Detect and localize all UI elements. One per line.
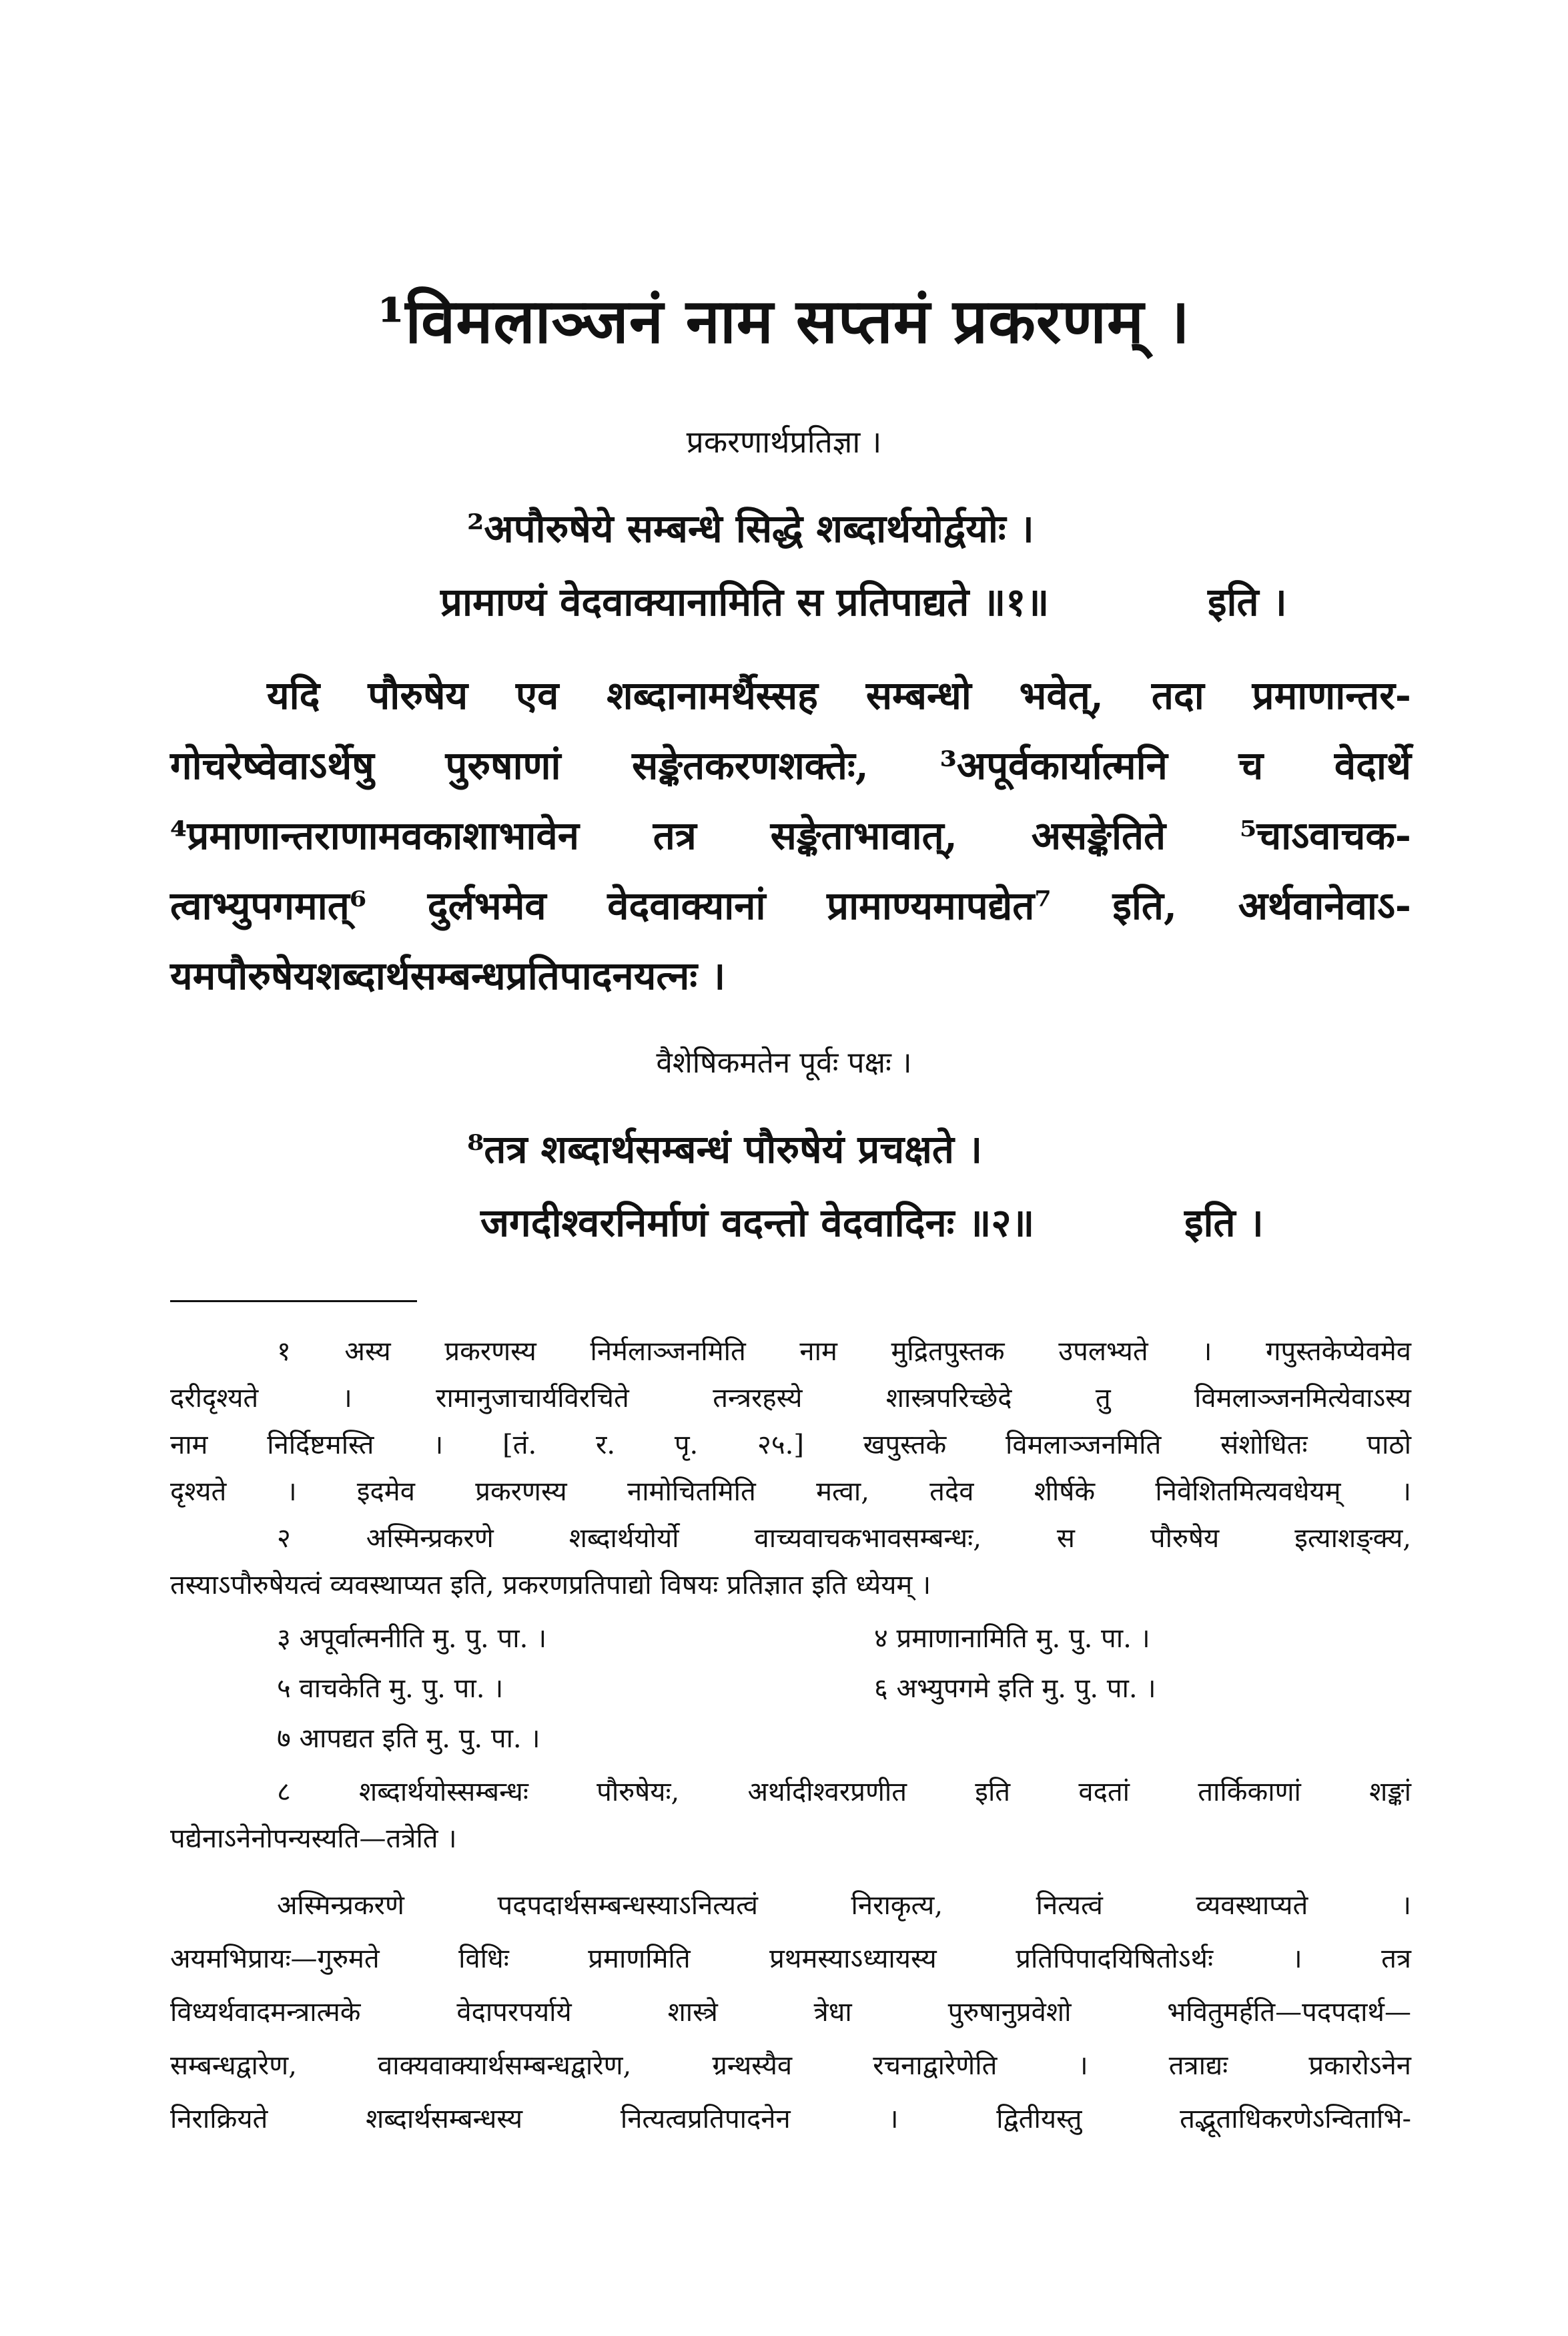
commentary-line1: अस्मिन्प्रकरणे पदपदार्थसम्बन्धस्याऽनित्यत्वं निराकृत्य, नित्यत्वं व्यवस्थाप्यते । — [277, 1890, 1411, 1921]
footnote-separator — [170, 1300, 417, 1302]
footnote-6: ६ अभ्युपगमे इति मु. पु. पा. । — [874, 1673, 1156, 1704]
footnote-1-line2: दरीदृश्यते । रामानुजाचार्यविरचिते तन्त्ररहस्ये शास्त्रपरिच्छेदे तु विमलाञ्जनमित्येवाऽस्य — [170, 1383, 1411, 1414]
verse2-line2: जगदीश्वरनिर्माणं वदन्तो वेदवादिनः ॥२॥ — [480, 1200, 1035, 1245]
footnote-7: ७ आपद्यत इति मु. पु. पा. । — [277, 1723, 540, 1754]
footnote-1-line3: नाम निर्दिष्टमस्ति । [तं. र. पृ. २५.] खपुस्तके विमलाञ्जनमिति संशोधितः पाठो — [170, 1430, 1411, 1460]
footnote-5: ५ वाचकेति मु. पु. पा. । — [277, 1673, 504, 1704]
commentary-line2: अयमभिप्रायः—गुरुमते विधिः प्रमाणमिति प्रथमस्याऽध्यायस्य प्रतिपिपादयिषितोऽर्थः । तत्र — [170, 1944, 1411, 1974]
verse1-iti: इति । — [1208, 579, 1287, 625]
commentary-line5: निराक्रियते शब्दार्थसम्बन्धस्य नित्यत्वप्रतिपादनेन । द्वितीयस्तु तद्भूताधिकरणेऽन्विताभि- — [170, 2104, 1411, 2134]
footnote-1-line4: दृश्यते । इदमेव प्रकरणस्य नामोचितमिति मत्वा, तदेव शीर्षके निवेशितमित्यवधेयम् । — [170, 1476, 1411, 1507]
verse1-line2: प्रामाण्यं वेदवाक्यानामिति स प्रतिपाद्यते ॥१॥ — [440, 579, 1050, 625]
footnote-1-line1: १ अस्य प्रकरणस्य निर्मलाञ्जनमिति नाम मुद्रितपुस्तक उपलभ्यते । गपुस्तकेप्येवमेव — [277, 1336, 1411, 1367]
paragraph1-line2: गोचरेष्वेवाऽर्थेषु पुरुषाणां सङ्केतकरणशक्तेः, ³अपूर्वकार्यात्मनि च वेदार्थे — [170, 743, 1411, 788]
paragraph1-line3: ⁴प्रमाणान्तराणामवकाशाभावेन तत्र सङ्केताभावात्, असङ्केतिते ⁵चाऽवाचक- — [170, 813, 1411, 858]
verse1-line1: ²अपौरुषेये सम्बन्धे सिद्धे शब्दार्थयोर्द्वयोः । — [467, 506, 1034, 551]
verse2-iti: इति । — [1184, 1200, 1264, 1245]
verse2-line1: ⁸तत्र शब्दार्थसम्बन्धं पौरुषेयं प्रचक्षते । — [467, 1127, 983, 1172]
chapter-heading: ¹विमलाञ्जनं नाम सप्तमं प्रकरणम् । — [378, 285, 1190, 357]
footnote-2-line2: तस्याऽपौरुषेयत्वं व्यवस्थाप्यत इति, प्रकरणप्रतिपाद्यो विषयः प्रतिज्ञात इति ध्येयम् । — [170, 1570, 931, 1600]
section-title-purvapaksha: वैशेषिकमतेन पूर्वः पक्षः । — [656, 1046, 912, 1080]
footnote-8-line1: ८ शब्दार्थयोस्सम्बन्धः पौरुषेयः, अर्थादीश्वरप्रणीत इति वदतां तार्किकाणां शङ्कां — [277, 1777, 1411, 1807]
commentary-line3: विध्यर्थवादमन्त्रात्मके वेदापरपर्याये शास्त्रे त्रेधा पुरुषानुप्रवेशो भवितुमर्हति—पदपदार्थ— — [170, 1997, 1411, 2028]
footnote-3: ३ अपूर्वात्मनीति मु. पु. पा. । — [277, 1623, 547, 1654]
paragraph1-line4: त्वाभ्युपगमात्⁶ दुर्लभमेव वेदवाक्यानां प्रामाण्यमापद्येत⁷ इति, अर्थवानेवाऽ- — [170, 883, 1411, 928]
footnote-2-line1: २ अस्मिन्प्रकरणे शब्दार्थयोर्यो वाच्यवाचकभावसम्बन्धः, स पौरुषेय इत्याशङ्क्य, — [277, 1523, 1411, 1554]
paragraph1-line1: यदि पौरुषेय एव शब्दानामर्थैस्सह सम्बन्धो भवेत्, तदा प्रमाणान्तर- — [267, 673, 1411, 718]
paragraph1-line5: यमपौरुषेयशब्दार्थसम्बन्धप्रतिपादनयत्नः । — [170, 953, 726, 998]
footnote-4: ४ प्रमाणानामिति मु. पु. पा. । — [874, 1623, 1150, 1654]
commentary-line4: सम्बन्धद्वारेण, वाक्यवाक्यार्थसम्बन्धद्वारेण, ग्रन्थस्यैव रचनाद्वारेणेति । तत्राद्यः प्रकारोऽनेन — [170, 2050, 1411, 2081]
section-title-pratijna: प्रकरणार्थप्रतिज्ञा । — [686, 424, 882, 460]
footnote-8-line2: पद्येनाऽनेनोपन्यस्यति—तत्रेति । — [170, 1823, 457, 1854]
